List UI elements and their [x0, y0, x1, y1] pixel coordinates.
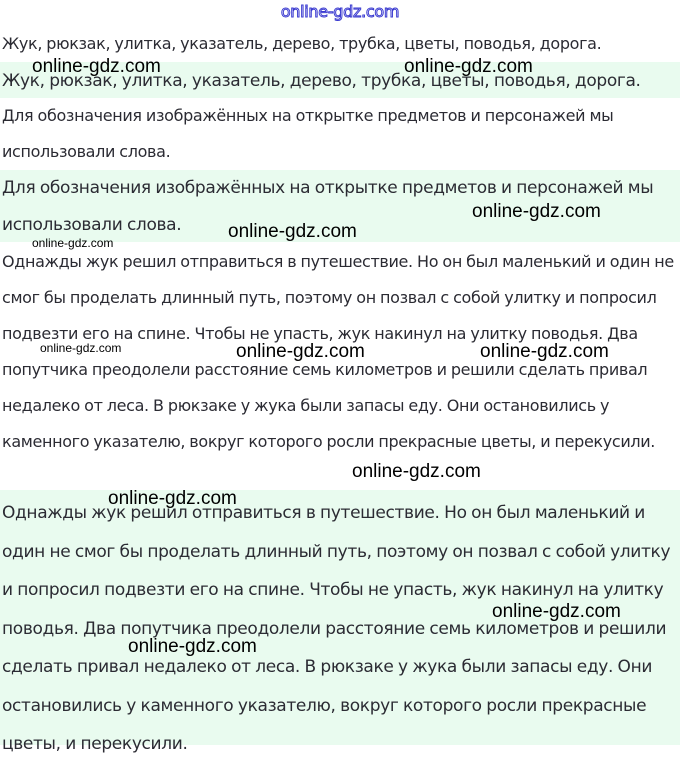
explanation-paragraph	[0, 98, 680, 170]
watermark: online-gdz.com	[128, 636, 257, 657]
watermark: online-gdz.com	[108, 488, 237, 509]
watermark: online-gdz.com	[32, 56, 161, 77]
watermark: online-gdz.com	[228, 221, 357, 242]
story-text-highlighted: Однажды жук решил отправиться в путешествие. Но он был маленький и один не смог бы проделать длинный путь, поэтому он позвал с собой улитку и попросил подвезти его на спине. Чтобы не упасть, жук накинул на улитку поводья. Два попутчика преодолели расстояние семь километров и решили сделать привал недалеко от леса. В рюкзаке у жука были запасы еду. Они остановились у каменного указателю, вокруг которого росли прекрасные цветы, и перекусили.	[2, 503, 671, 754]
watermark: online-gdz.com	[492, 601, 621, 622]
explanation-text: Для обозначения изображённых на открытке предметов и персонажей мы использовали слова.	[2, 106, 614, 161]
story-text: Однажды жук решил отправиться в путешествие. Но он был маленький и один не смог бы проделать длинный путь, поэтому он позвал с собой улитку и попросил подвезти его на спине. Чтобы не упасть, жук накинул на улитку поводья. Два попутчика преодолели расстояние семь километров и решили сделать привал недалеко от леса. В рюкзаке у жука были запасы еду. Они остановились у каменного указателю, вокруг которого росли прекрасные цветы, и перекусили.	[2, 252, 674, 451]
watermark: online-gdz.com	[32, 236, 114, 250]
site-header-title: online-gdz.com	[280, 2, 400, 21]
explanation-text-highlighted: Для обозначения изображённых на открытке предметов и персонажей мы использовали слова.	[2, 178, 654, 235]
watermark: online-gdz.com	[472, 201, 601, 222]
watermark: online-gdz.com	[404, 56, 533, 77]
watermark: online-gdz.com	[40, 341, 122, 355]
story-paragraph	[0, 244, 680, 490]
answer-text: Жук, рюкзак, улитка, указатель, дерево, трубка, цветы, поводья, дорога.	[2, 34, 602, 53]
watermark: online-gdz.com	[236, 341, 365, 362]
watermark: online-gdz.com	[480, 341, 609, 362]
watermark: online-gdz.com	[352, 461, 481, 482]
answer-text-highlighted: Жук, рюкзак, улитка, указатель, дерево, трубка, цветы, поводья, дорога.	[2, 71, 641, 91]
